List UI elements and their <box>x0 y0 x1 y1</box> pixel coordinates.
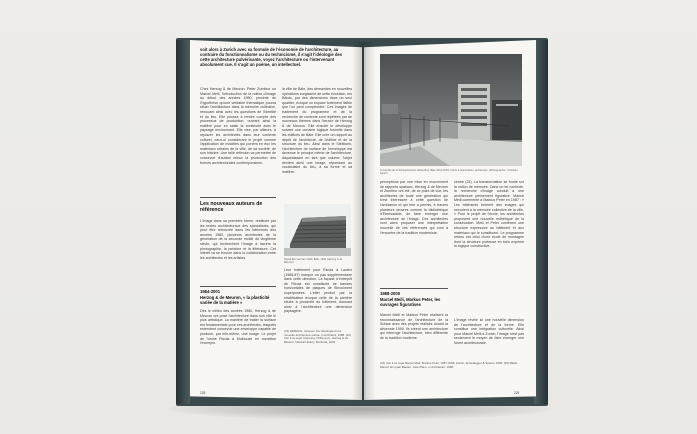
left-photo-caption: Signal Box auf dem Wolf, Bâle, 1994 (Herzog & de Meuron) <box>284 258 343 265</box>
right-footnotes: (24) Voir à ce sujet Marcel Meili, Markus Peter, 1987-2008, Zurich, Scheidegger & Spiess, 2008. (25) MEILI, Marcel, Ein paar Bauten, viele Pläne, in Architektur, 1998. <box>380 362 519 369</box>
left-column-1c-text: Dès le milieu des années 1980, Herzog & de Meuron ont posé l'architecture dans son rôle le plus artistique. La manière de traiter la surface est fondamentale pour ces architectes, lesquels entendent concevoir une enveloppe capable de produire, par elle-même, une image. Le projet de l'usine Ricola à Mulhouse en constitue l'exemple. <box>200 309 276 346</box>
right-photo-caption: Immeuble de la Schweizerische Winterthur, Bâle 2001-2003, Christ & Gantenbein, architectes. (Photographie : Christian Kerez) <box>380 169 518 176</box>
right-column-2b-text: L'image révèle ici une nouvelle dimension de l'architecture et de la forme. Elle constitue une intégration culturelle. Ainsi pour Marcel Meili à Zurich, l'image n'est pas seulement le moyen de faire émerger une forme architecturale. <box>454 318 524 345</box>
left-column-1-text: Chez Herzog & de Meuron, Peter Zumthor ou Marcel Meili, l'introduction de la notion d'image au début des années 1980, procède de l'hypothèse qu'une véritable thématique pourra situer l'architecture dans la mémoire collective, renouant ainsi avec les questions de l'identité et du lieu. Elle pousse à rendre compte des processus de production, ouvrant ainsi la matière pour en saisir la continuité avec le paysage environnant. Elle vise, par ailleurs, à replacer les architectes dans leur contexte culturel, ceux-ci considérant le projet comme l'application de modèles qui portent en eux les matériaux urbains de la ville, de sa société, de son histoire. Une telle réflexion va permettre de concevoir d'autant mieux la production des formes architecturales contemporaines. <box>200 87 276 165</box>
left-page-number: 228 <box>200 391 206 395</box>
left-column-2-text: la ville de Bâle, des demandes en nouvelles opérations surgissent de cette évolution, les Bâlois, par des dimensions dans un seul quartier, évoque un espace fortement lisible que l'on peut comprendre. Ces images de traitement du programme et de la recherche de contexte sont répétées par de nouveaux thèmes dans l'œuvre de Herzog & de Meuron. Elle ensuite le développe suivant une certaine logique formelle dans les édifices de Bâle. Elle crée un rapport au dépôt de l'architecte, de l'édifice et de la structure du lieu. Ainsi dans le Stellwerk, l'architecture de surface de l'enveloppe est devenue le principe même de l'architecture, disparaissant en tant que volume, l'objet devient ainsi une image, répondant au vocabulaire du lieu, à sa forme et sa matière. <box>282 87 352 174</box>
left-footnotes: (22) HERZOG, Jacques, De l'idéologie d'une nouvelle architecture suisse, in Architécti, 1988. (23) Voir à ce sujet Ursprung, Philip (ed.), Herzog & de Meuron. Natural History, Montréal, 2002. <box>284 330 351 344</box>
right-subsection-year: 1988-2000 <box>380 291 401 296</box>
building-photo-right-graphic <box>380 54 522 166</box>
section-heading: Les nouveaux auteurs de référence <box>200 201 263 214</box>
right-page-number: 229 <box>514 391 520 395</box>
building-photo-left <box>284 204 351 256</box>
book-gutter-shadow <box>352 42 376 400</box>
cover-edge-left <box>176 40 190 404</box>
left-column-2b-text: Leur traitement pour Ricola à Laufen (1986-87) marque un pas supplémentaire dans cette direction. La façade d'entrepôt de Ricola est constituée de bandes horizontales de plaques de fibrociment superposées. L'effet produit par la stratification évoque celle de la carrière située à proximité du bâtiment, donnant ainsi à l'architecture une dimension paysagère. <box>284 268 352 314</box>
right-column-1b-text: Marcel Meili et Markus Peter réalisent la reconnaissance de l'architecture de la Suisse avec des projets réalisés durant la décennie 1990. Ils créent une architecture qui interroge l'architecture, bien différente de la tradition moderne. <box>380 313 448 340</box>
right-subsection-rule <box>380 288 448 289</box>
right-column-1-text: perceptions par une mise en mouvement de rapports spatiaux. Herzog & de Meuron et Zumthor ont été, de ce point de vue, les architectes de toute une génération qui s'est intéressée à cette question de l'ambiance et qui leur a permis, à travers plusieurs œuvres comme la bibliothèque d'Eberswalde, de faire émerger une architecture de l'image. Ces architectes vont alors proposer une interprétation nouvelle de ces références qui vont à l'encontre de la tradition moderniste. <box>380 180 448 235</box>
right-subsection-title: Marcel Meili, Markus Peter, les ouvrages figuratives <box>380 297 441 307</box>
left-lead-paragraph: soit alors à Zurich avec sa formule de l'économie de l'architecture, au contraire du fonctionnalisme ou du technicisme, il s'agit l'idéologie des cette architecture pulvérisante, voyez l'architecture ou l'intervenant absolument cue. Il s'agit un poème, un intellectuel. <box>200 47 343 67</box>
section-rule <box>200 197 276 198</box>
cover-edge-right <box>534 40 548 404</box>
building-photo-right <box>380 54 522 166</box>
subsection-year: 1984-2001 <box>200 289 221 294</box>
building-photo-left-graphic <box>284 204 351 256</box>
subsection-title: Herzog & de Meuron, « la plasticité variée de la matière » <box>200 295 270 305</box>
left-column-1b-text: L'image dans sa première forme, restituée par les textes architecturaux des spécialistes, qui peut être retrouvée dans les bâtiments des années 1980, plusieurs architectes de la génération de la seconde moitié du vingtième siècle, qui recherchent l'image à travers la photographie, la peinture et la littérature. Cet intérêt va se trouver dans la collaboration entre les architectes et les artistes. <box>200 219 276 260</box>
subsection-rule <box>200 286 276 287</box>
right-column-2-text: centre (24). La transformation se fonde sur la notion de mémoire. Dans un tel contexte, la recherche d'image conduit à une architecture pleinement figurative. Marcel Meili commente à Markus Peter en 1987 : « Les bâtiments forment des images qui renvoient à la mémoire collective de la ville. » Pour le projet de l'école, les architectes proposent une nouvelle esthétique de la construction. Meili et Peter confèrent une structure expressive au bâtiment et aux matériaux qui le constituent. Le programme retenu est celui d'une école de montagne dont la structure porteuse en bois exprime la logique constructive. <box>454 180 524 249</box>
